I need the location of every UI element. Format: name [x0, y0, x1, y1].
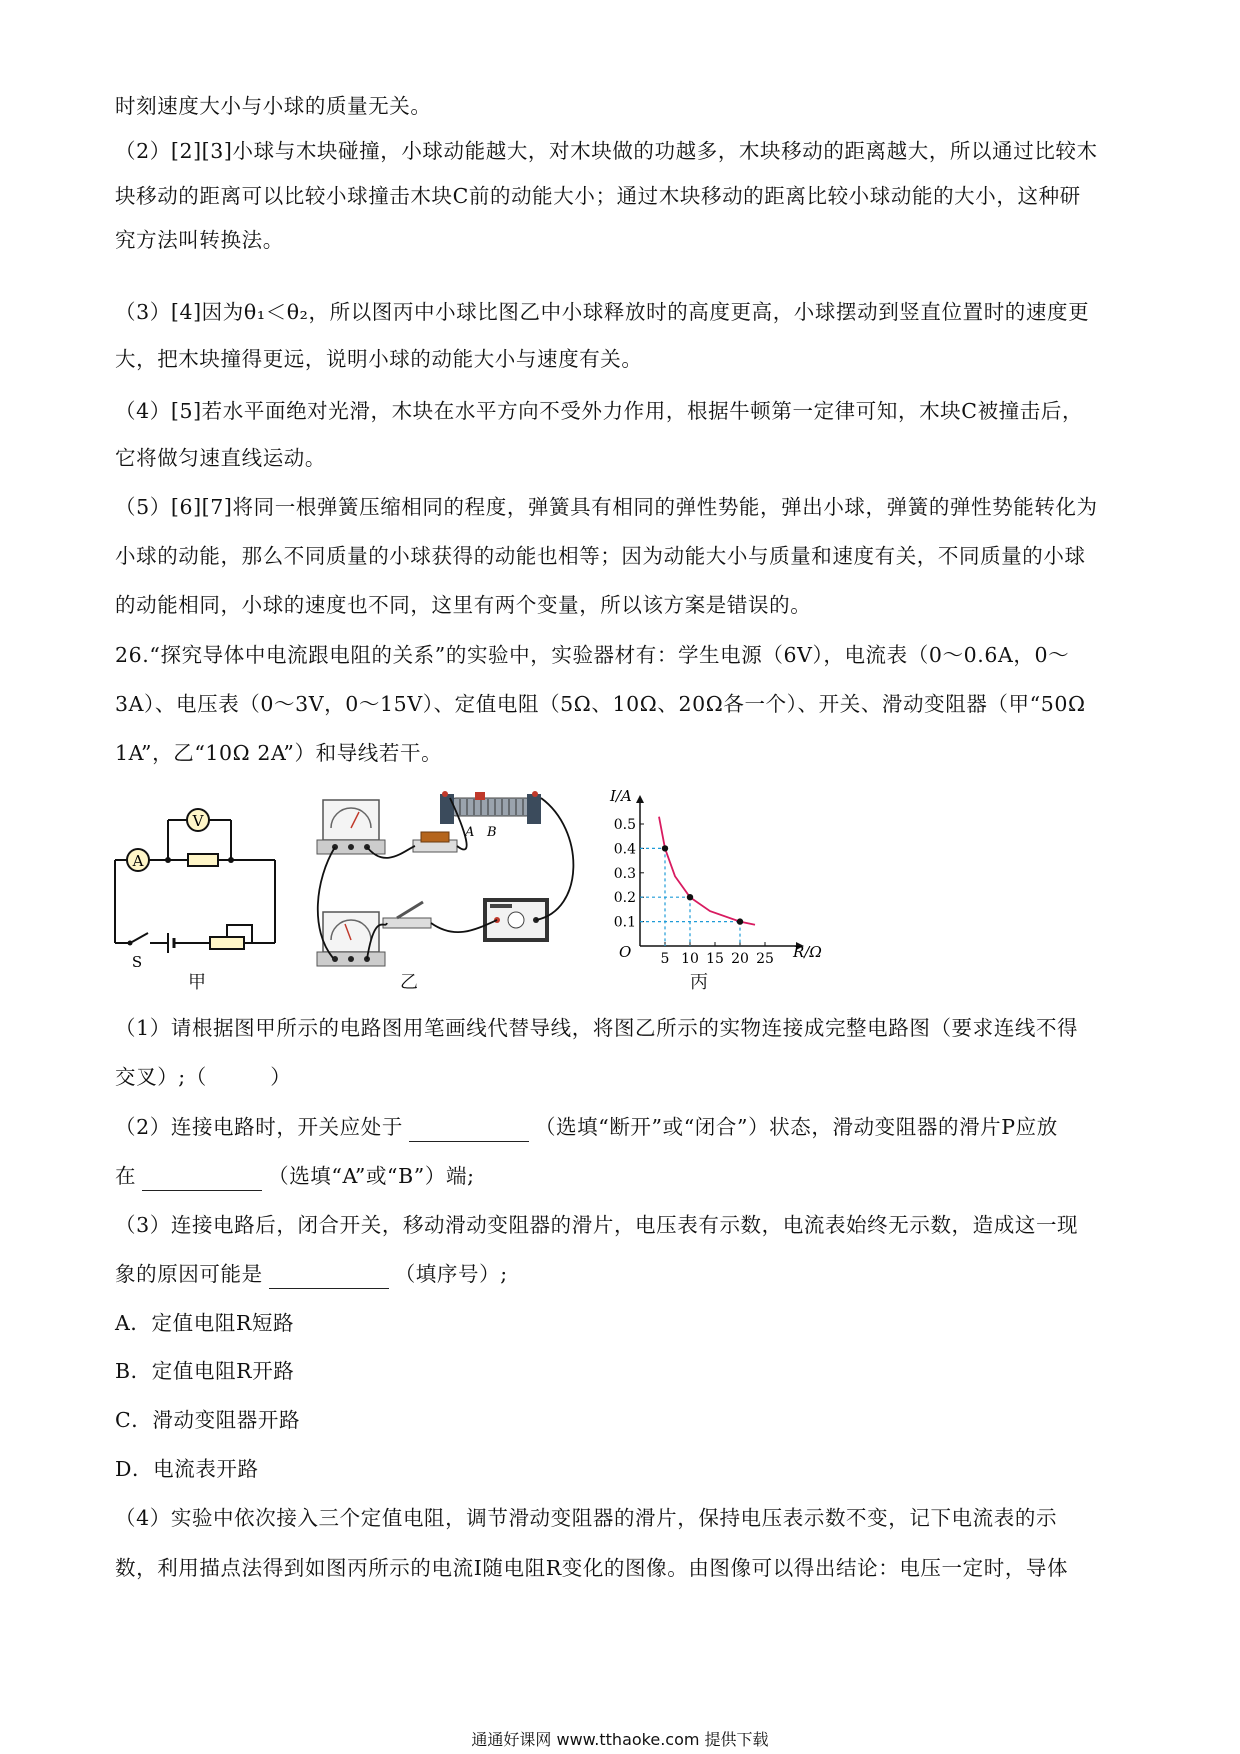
- text-line: （5）[6][7]将同一根弹簧压缩相同的程度，弹簧具有相同的弹性势能，弹出小球，弹簧的弹性势能转化为: [115, 495, 1098, 519]
- voltmeter-symbol: V: [192, 812, 204, 830]
- q2-blank-end[interactable]: [142, 1170, 262, 1191]
- figure-label-bing: 丙: [690, 972, 708, 993]
- x-axis-label: R/Ω: [793, 943, 822, 961]
- q3-line: （3）连接电路后，闭合开关，移动滑动变阻器的滑片，电压表有示数，电流表始终无示数，造成这一现: [115, 1213, 1079, 1237]
- data-point: [662, 845, 668, 851]
- q3-text-post: （填序号）;: [394, 1262, 508, 1286]
- data-point: [737, 918, 743, 924]
- text-line: 小球的动能，那么不同质量的小球获得的动能也相等；因为动能大小与质量和速度有关，不同质量的小球: [115, 544, 1086, 568]
- switch-device-icon: [383, 902, 431, 928]
- text-line: 1A”，乙“10Ω 2A”）和导线若干。: [115, 741, 443, 765]
- ammeter-symbol: A: [132, 852, 144, 870]
- q2b-text-pre: 在: [115, 1164, 137, 1188]
- y-tick-label: 0.5: [613, 817, 636, 833]
- y-axis-label: I/A: [610, 787, 632, 805]
- q3-text-pre: 象的原因可能是: [115, 1262, 263, 1286]
- text-line: 大，把木块撞得更远，说明小球的动能大小与速度有关。: [115, 347, 643, 371]
- q2-line-2: [115, 1161, 1135, 1191]
- circuit-diagram-jia: [110, 795, 290, 975]
- figure-label-yi: 乙: [400, 972, 418, 993]
- current-resistance-graph: [600, 780, 830, 970]
- page-footer: 通通好课网 www.tthaoke.com 提供下载: [471, 1730, 769, 1749]
- data-curve: [659, 817, 755, 925]
- ammeter-device-icon: [317, 912, 385, 966]
- x-tick-label: 5: [660, 951, 670, 967]
- switch-label: S: [131, 953, 143, 971]
- physical-circuit-yi: [315, 790, 600, 980]
- option-c: C．滑动变阻器开路: [115, 1408, 301, 1432]
- y-tick-label: 0.1: [613, 914, 636, 931]
- q2-blank-switch[interactable]: [409, 1121, 529, 1142]
- option-a: A．定值电阻R短路: [115, 1311, 295, 1335]
- origin-label: O: [619, 943, 632, 961]
- option-d: D．电流表开路: [115, 1457, 259, 1481]
- text-line: （2）[2][3]小球与木块碰撞，小球动能越大，对木块做的功越多，木块移动的距离越大，所以通过比较木: [115, 139, 1098, 163]
- y-tick-label: 0.4: [613, 841, 636, 858]
- q3-blank[interactable]: [269, 1268, 389, 1289]
- terminal-b-label: B: [487, 825, 497, 840]
- q2-line: [115, 1112, 1135, 1142]
- text-line: 3A）、电压表（0～3V，0～15V）、定值电阻（5Ω、10Ω、20Ω各一个）、开关、滑动变阻器（甲“50Ω: [115, 692, 1086, 716]
- figure-label-jia: 甲: [188, 972, 206, 993]
- y-axis-arrow: [636, 795, 644, 803]
- q3-line-2: [115, 1259, 1135, 1289]
- q2-text-pre: （2）连接电路时，开关应处于: [115, 1115, 403, 1139]
- voltmeter-device-icon: [317, 800, 385, 854]
- option-b: B．定值电阻R开路: [115, 1359, 295, 1383]
- q2-text-post: （选填“断开”或“闭合”）状态，滑动变阻器的滑片P应放: [534, 1115, 1058, 1139]
- q4-line-2: 数，利用描点法得到如图丙所示的电流I随电阻R变化的图像。由图像可以得出结论：电压一定时，导体: [115, 1556, 1069, 1580]
- y-tick-label: 0.3: [613, 865, 636, 882]
- q1-line: （1）请根据图甲所示的电路图用笔画线代替导线，将图乙所示的实物连接成完整电路图（要求连线不得: [115, 1016, 1079, 1040]
- q4-line: （4）实验中依次接入三个定值电阻，调节滑动变阻器的滑片，保持电压表示数不变，记下电流表的示: [115, 1506, 1058, 1530]
- x-tick-label: 10: [681, 951, 699, 967]
- text-line: 时刻速度大小与小球的质量无关。: [115, 94, 432, 118]
- q1-answer-line: 交叉）;（ ）: [115, 1065, 292, 1089]
- x-tick-label: 15: [706, 951, 724, 967]
- text-line: 的动能相同，小球的速度也不同，这里有两个变量，所以该方案是错误的。: [115, 593, 812, 617]
- text-line: 究方法叫转换法。: [115, 228, 284, 252]
- text-line: （3）[4]因为θ₁＜θ₂，所以图丙中小球比图乙中小球释放时的高度更高，小球摆动到竖直位置时的速度更: [115, 300, 1090, 324]
- x-tick-label: 25: [756, 951, 774, 967]
- text-line: （4）[5]若水平面绝对光滑，木块在水平方向不受外力作用，根据牛顿第一定律可知，木块C被撞击后，: [115, 399, 1084, 423]
- x-tick-label: 20: [731, 951, 749, 967]
- data-point: [687, 894, 693, 900]
- question-26-intro: 26.“探究导体中电流跟电阻的关系”的实验中，实验器材有：学生电源（6V），电流表（0～0.6A，0～: [115, 643, 1070, 667]
- resistor-device-icon: [413, 832, 457, 852]
- q2b-text-post: （选填“A”或“B”）端;: [268, 1164, 475, 1188]
- y-tick-label: 0.2: [613, 890, 636, 907]
- terminal-a-label: A: [465, 825, 475, 840]
- text-line: 它将做匀速直线运动。: [115, 446, 326, 470]
- text-line: 块移动的距离可以比较小球撞击木块C前的动能大小；通过木块移动的距离比较小球动能的大小，这种研: [115, 184, 1081, 208]
